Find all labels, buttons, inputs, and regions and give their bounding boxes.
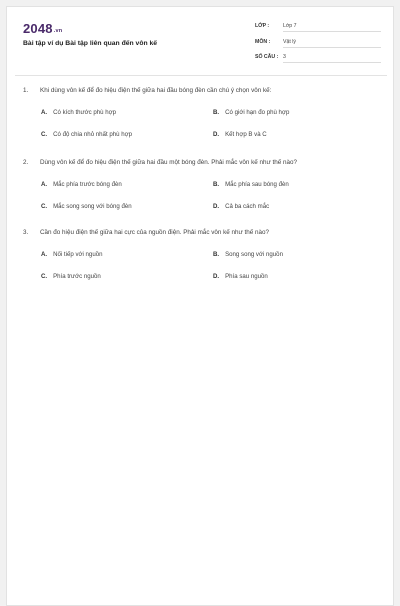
- option-letter: C.: [41, 273, 48, 280]
- option-letter: B.: [213, 251, 220, 258]
- meta-value: Lớp 7: [283, 23, 381, 32]
- option-1a[interactable]: [41, 109, 116, 116]
- option-letter: B.: [213, 181, 220, 188]
- option-2d[interactable]: [213, 203, 269, 210]
- option-2b[interactable]: [213, 181, 289, 188]
- option-text: Cả ba cách mắc: [225, 203, 270, 210]
- worksheet-page: [6, 6, 394, 606]
- question-text: Khi dùng vôn kế để đo hiệu điện thế giữa hai đầu bóng đèn cần chú ý chọn vôn kế:: [40, 87, 272, 94]
- option-text: Có độ chia nhỏ nhất phù hợp: [53, 131, 132, 138]
- option-letter: A.: [41, 251, 48, 258]
- option-letter: A.: [41, 109, 48, 116]
- site-logo[interactable]: [23, 21, 62, 36]
- meta-value: Vật lý: [283, 39, 381, 48]
- question-number: 1.: [23, 87, 29, 94]
- option-text: Nối tiếp với nguồn: [53, 251, 103, 258]
- meta-label: LỚP :: [255, 23, 270, 29]
- option-text: Có giới hạn đo phù hợp: [225, 109, 290, 116]
- document-title: Bài tập ví dụ Bài tập liên quan đến vôn kế: [23, 40, 158, 47]
- question-number: 3.: [23, 229, 29, 236]
- option-3a[interactable]: [41, 251, 102, 258]
- option-letter: A.: [41, 181, 48, 188]
- option-letter: C.: [41, 131, 48, 138]
- option-letter: D.: [213, 131, 220, 138]
- option-text: Song song với nguồn: [225, 251, 283, 258]
- option-letter: D.: [213, 273, 220, 280]
- question-text: Cần đo hiệu điện thế giữa hai cực của nguồn điện. Phải mắc vôn kế như thế nào?: [40, 229, 269, 236]
- option-text: Mắc song song với bóng đèn: [53, 203, 132, 210]
- meta-label: MÔN :: [255, 39, 271, 45]
- logo-sub: .vn: [53, 28, 63, 34]
- option-text: Có kích thước phù hợp: [53, 109, 116, 116]
- header-divider: [15, 75, 387, 76]
- option-3b[interactable]: [213, 251, 283, 258]
- option-text: Mắc phía trước bóng đèn: [53, 181, 122, 188]
- meta-label: SỐ CÂU :: [255, 54, 279, 60]
- logo-main: 2048: [23, 21, 53, 36]
- option-letter: D.: [213, 203, 220, 210]
- option-text: Phía trước nguồn: [53, 273, 101, 280]
- option-letter: C.: [41, 203, 48, 210]
- option-text: Mắc phía sau bóng đèn: [225, 181, 289, 188]
- meta-value: 3: [283, 54, 381, 63]
- question-text: Dùng vôn kế để đo hiệu điện thế giữa hai đầu một bóng đèn. Phải mắc vôn kế như thế nào?: [40, 159, 297, 166]
- option-3d[interactable]: [213, 273, 268, 280]
- question-number: 2.: [23, 159, 29, 166]
- option-text: Kết hợp B và C: [225, 131, 267, 138]
- option-1b[interactable]: [213, 109, 289, 116]
- option-2a[interactable]: [41, 181, 122, 188]
- option-1d[interactable]: [213, 131, 267, 138]
- option-1c[interactable]: [41, 131, 132, 138]
- option-letter: B.: [213, 109, 220, 116]
- option-text: Phía sau nguồn: [225, 273, 268, 280]
- option-2c[interactable]: [41, 203, 132, 210]
- option-3c[interactable]: [41, 273, 101, 280]
